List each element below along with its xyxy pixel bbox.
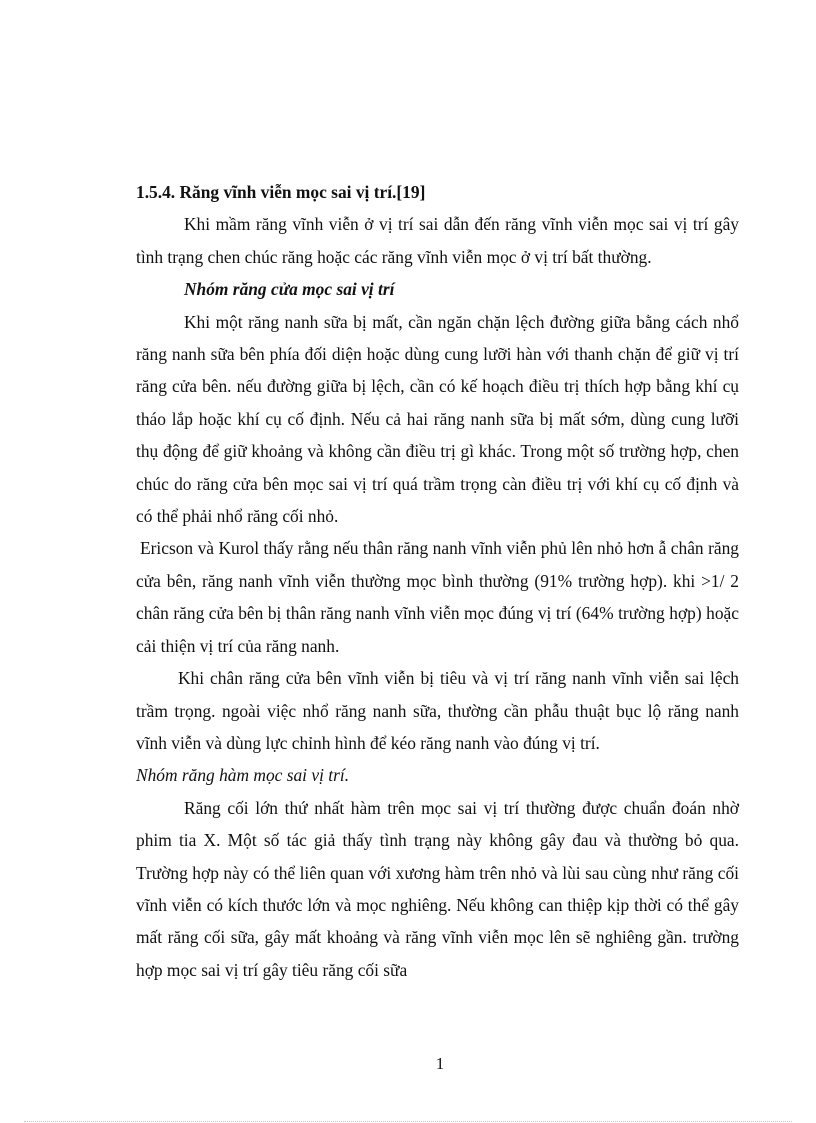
paragraph-ericson-kurol: Ericson và Kurol thấy rằng nếu thân răng nanh vĩnh viễn phủ lên nhỏ hơn ẫ chân răng cửa bên, răng nanh vĩnh viễn thường mọc bình thường (91% trường hợp). khi >1/ 2 chân răng cửa bên bị thân răng nanh vĩnh viễn mọc đúng vị trí (64% trường hợp) hoặc cải thiện vị trí của răng nanh.	[136, 538, 739, 656]
page-bottom-divider	[24, 1121, 792, 1122]
paragraph-molars: Răng cối lớn thứ nhất hàm trên mọc sai vị trí thường được chuẩn đoán nhờ phim tia X. Một số tác giả thấy tình trạng này không gây đau và thường bỏ qua. Trường hợp này có thể liên quan với xương hàm trên nhỏ và lùi sau cùng như răng cối vĩnh viễn có kích thước lớn và mọc nghiêng. Nếu không can thiệp kịp thời có thể gây mất răng cối sữa, gây mất khoảng và răng vĩnh viễn mọc lên sẽ nghiêng gần. trường hợp mọc sai vị trí gây tiêu răng cối sữa	[136, 797, 739, 980]
section-heading: 1.5.4. Răng vĩnh viễn mọc sai vị trí.[19]	[136, 182, 426, 202]
paragraph-canine-loss: Khi một răng nanh sữa bị mất, cần ngăn chặn lệch đường giữa bằng cách nhổ răng nanh sữa bên phía đối diện hoặc dùng cung lưỡi hàn với thanh chặn để giữ vị trí răng cửa bên. nếu đường giữa bị lệch, cần có kế hoạch điều trị thích hợp bằng khí cụ tháo lắp hoặc khí cụ cố định. Nếu cả hai răng nanh sữa bị mất sớm, dùng cung lưỡi thụ động để giữ khoảng và không cần điều trị gì khác. Trong một số trường hợp, chen chúc do răng cửa bên mọc sai vị trí quá trầm trọng càn điều trị với khí cụ cố định và có thể phải nhổ răng cối nhỏ.	[136, 311, 739, 527]
page-number: 1	[435, 1054, 445, 1073]
subheading-molars: Nhóm răng hàm mọc sai vị trí.	[136, 765, 350, 786]
document-body	[136, 176, 739, 986]
paragraph-intro: Khi mầm răng vĩnh viễn ở vị trí sai dẫn đến răng vĩnh viễn mọc sai vị trí gây tình trạng chen chúc răng hoặc các răng vĩnh viễn mọc ở vị trí bất thường.	[136, 214, 739, 267]
paragraph-root-resorption: Khi chân răng cửa bên vĩnh viễn bị tiêu và vị trí răng nanh vĩnh viễn sai lệch trầm trọng. ngoài việc nhổ răng nanh sữa, thường cần phẫu thuật bục lộ răng nanh vĩnh viễn và dùng lực chỉnh hình để kéo răng nanh vào đúng vị trí.	[136, 668, 739, 753]
subheading-incisors: Nhóm răng cửa mọc sai vị trí	[184, 279, 395, 300]
